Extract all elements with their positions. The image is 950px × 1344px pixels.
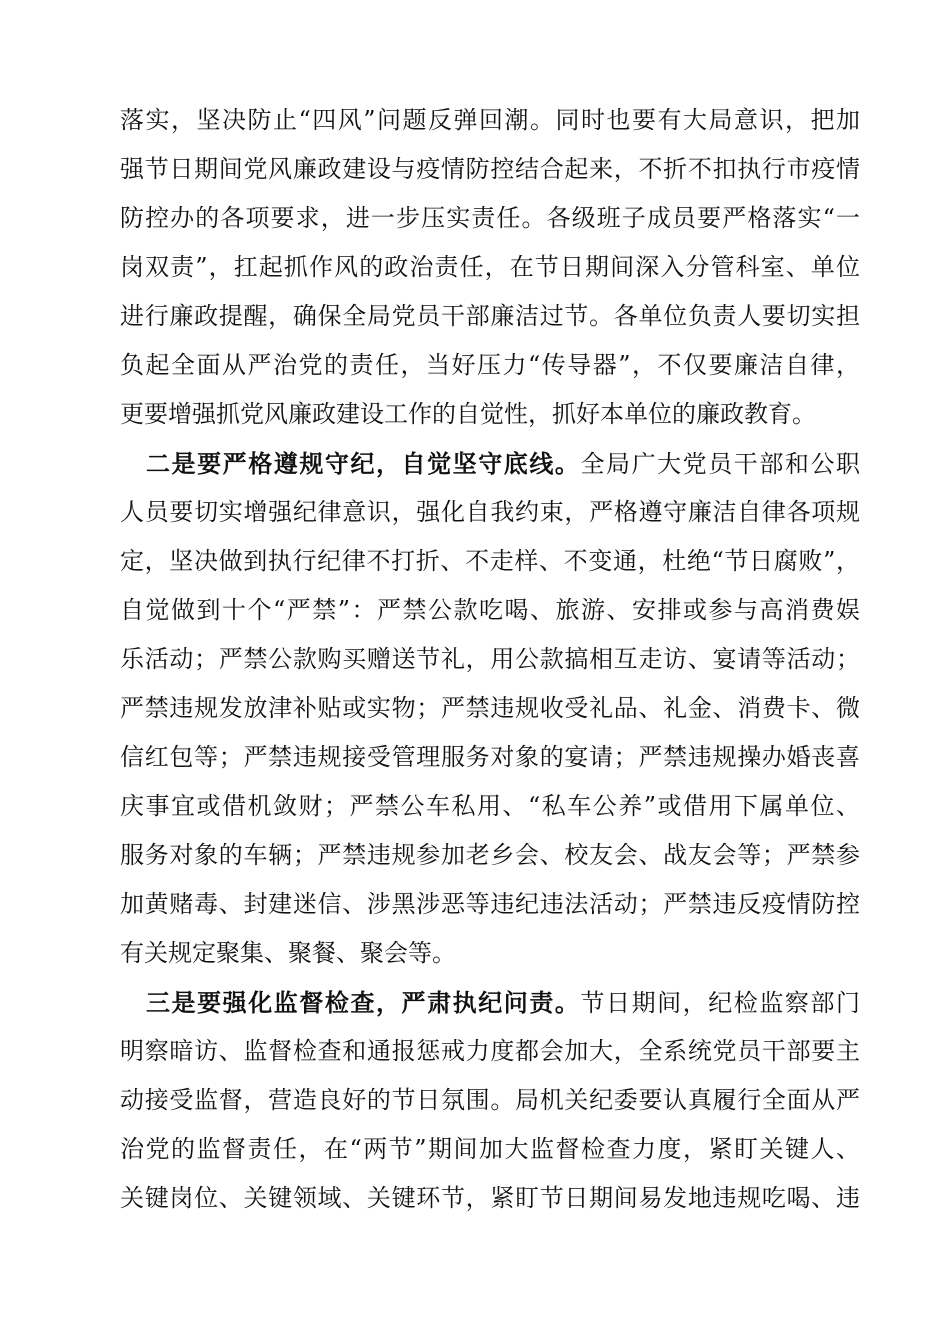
paragraph-heading: 三是要强化监督检查，严肃执纪问责。 [146,988,581,1017]
text-line: 定，坚决做到执行纪律不打折、不走样、不变通，杜绝“节日腐败”， [120,547,860,575]
text-line: 信红包等；严禁违规接受管理服务对象的宴请；严禁违规操办婚丧喜 [120,743,860,771]
paragraph-text: 节日期间，纪检监察部门 [580,989,861,1017]
text-line: 治党的监督责任，在“两节”期间加大监督检查力度，紧盯关键人、 [120,1135,860,1163]
paragraph-first-line [120,978,860,1027]
paragraph-text: 全局广大党员干部和公职 [580,450,861,478]
paragraph-2 [120,439,860,978]
text-line: 岗双责”，扛起抓作风的政治责任，在节日期间深入分管科室、单位 [120,253,860,281]
text-line: 加黄赌毒、封建迷信、涉黑涉恶等违纪违法活动；严禁违反疫情防控 [120,890,860,918]
text-line: 严禁违规发放津补贴或实物；严禁违规收受礼品、礼金、消费卡、微 [120,694,860,722]
text-line: 自觉做到十个“严禁”：严禁公款吃喝、旅游、安排或参与高消费娱 [120,596,860,624]
text-line: 有关规定聚集、聚餐、聚会等。 [120,939,456,967]
text-line: 进行廉政提醒，确保全局党员干部廉洁过节。各单位负责人要切实担 [120,302,860,330]
text-line: 庆事宜或借机敛财；严禁公车私用、“私车公养”或借用下属单位、 [120,792,860,820]
text-line: 服务对象的车辆；严禁违规参加老乡会、校友会、战友会等；严禁参 [120,841,860,869]
text-line: 动接受监督，营造良好的节日氛围。局机关纪委要认真履行全面从严 [120,1086,860,1114]
text-line: 关键岗位、关键领域、关键环节，紧盯节日期间易发地违规吃喝、违 [120,1184,860,1212]
paragraph-3 [120,978,860,1223]
paragraph-heading: 二是要严格遵规守纪，自觉坚守底线。 [146,449,581,478]
text-line: 负起全面从严治党的责任，当好压力“传导器”，不仅要廉洁自律， [120,351,860,379]
paragraph-1 [120,96,860,439]
document-body [120,96,860,1223]
text-line: 人员要切实增强纪律意识，强化自我约束，严格遵守廉洁自律各项规 [120,498,860,526]
text-line: 乐活动；严禁公款购买赠送节礼，用公款搞相互走访、宴请等活动； [120,645,860,673]
text-line: 落实，坚决防止“四风”问题反弹回潮。同时也要有大局意识，把加 [120,106,860,134]
text-line: 强节日期间党风廉政建设与疫情防控结合起来，不折不扣执行市疫情 [120,155,860,183]
text-line: 防控办的各项要求，进一步压实责任。各级班子成员要严格落实“一 [120,204,860,232]
text-line: 更要增强抓党风廉政建设工作的自觉性，抓好本单位的廉政教育。 [120,400,816,428]
text-line: 明察暗访、监督检查和通报惩戒力度都会加大，全系统党员干部要主 [120,1037,860,1065]
paragraph-first-line [120,439,860,488]
